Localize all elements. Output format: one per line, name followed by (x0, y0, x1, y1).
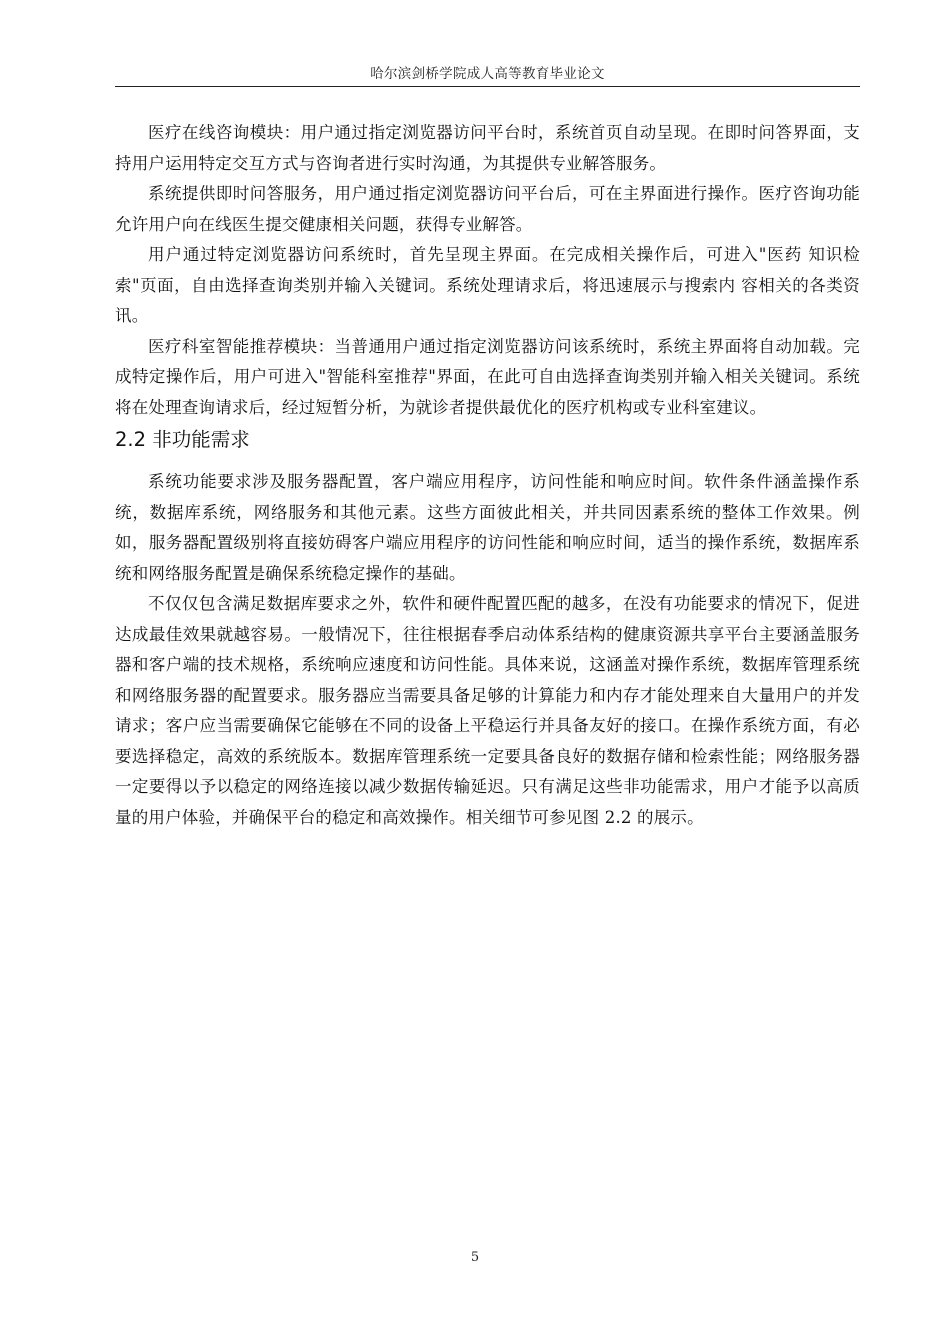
running-header: 哈尔滨剑桥学院成人高等教育毕业论文 (370, 66, 605, 82)
paragraph-nonfunctional-details: 不仅仅包含满足数据库要求之外，软件和硬件配置匹配的越多，在没有功能要求的情况下，促进达成最佳效果就越容易。一般情况下，往往根据春季启动体系结构的健康资源共享平台主要涵盖服务器和客户端的技术规格，系统响应速度和访问性能。具体来说，这涵盖对操作系统，数据库管理系统和网络服务器的配置要求。服务器应当需要具备足够的计算能力和内存才能处理来自大量用户的并发请求；客户应当需要确保它能够在不同的设备上平稳运行并具备友好的接口。在操作系统方面，有必要选择稳定，高效的系统版本。数据库管理系统一定要具备良好的数据存储和检索性能；网络服务器一定要得以予以稳定的网络连接以减少数据传输延迟。只有满足这些非功能需求，用户才能予以高质量的用户体验，并确保平台的稳定和高效操作。相关细节可参见图 2.2 的展示。 (115, 594, 860, 827)
paragraph-department-recommendation: 医疗科室智能推荐模块：当普通用户通过指定浏览器访问该系统时，系统主界面将自动加载。完成特定操作后，用户可进入"智能科室推荐"界面，在此可自由选择查询类别并输入相关关键词。系统将在处理查询请求后，经过短暂分析，为就诊者提供最优化的医疗机构或专业科室建议。 (115, 336, 860, 417)
paragraph-online-consultation: 医疗在线咨询模块：用户通过指定浏览器访问平台时，系统首页自动呈现。在即时问答界面，支持用户运用特定交互方式与咨询者进行实时沟通，为其提供专业解答服务。 (115, 123, 860, 173)
paragraph-instant-qa: 系统提供即时问答服务，用户通过指定浏览器访问平台后，可在主界面进行操作。医疗咨询功能允许用户向在线医生提交健康相关问题，获得专业解答。 (115, 184, 860, 234)
header-divider (115, 86, 860, 87)
paragraph-functional-requirements: 系统功能要求涉及服务器配置，客户端应用程序，访问性能和响应时间。软件条件涵盖操作系统，数据库系统，网络服务和其他元素。这些方面彼此相关，并共同因素系统的整体工作效果。例如，服务器配置级别将直接妨碍客户端应用程序的访问性能和响应时间，适当的操作系统，数据库系统和网络服务配置是确保系统稳定操作的基础。 (115, 472, 860, 583)
page-number: 5 (470, 1250, 480, 1265)
section-heading: 2.2 非功能需求 (115, 428, 250, 451)
page-body (115, 118, 860, 833)
paragraph-knowledge-search: 用户通过特定浏览器访问系统时，首先呈现主界面。在完成相关操作后，可进入"医药 知识检索"页面，自由选择查询类别并输入关键词。系统处理请求后，将迅速展示与搜索内 容相关的各类资讯。 (115, 245, 860, 325)
